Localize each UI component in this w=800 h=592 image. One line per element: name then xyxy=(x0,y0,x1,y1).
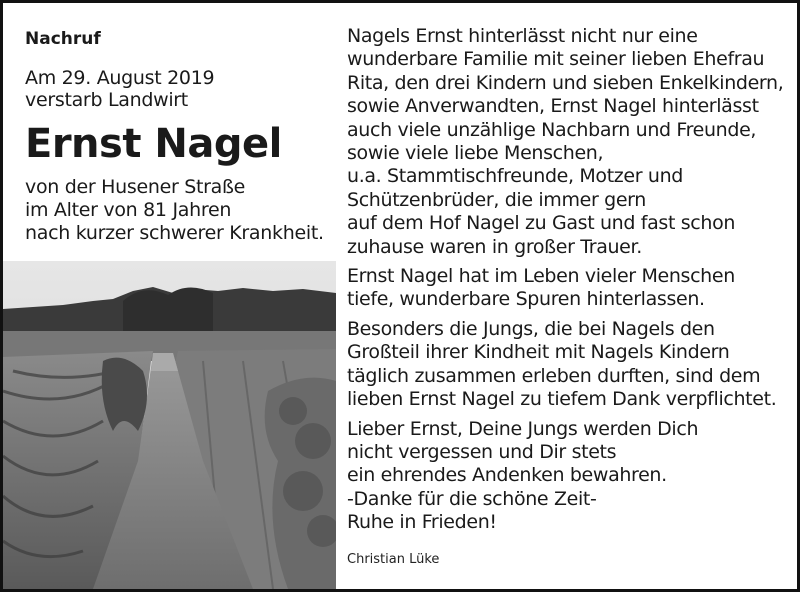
left-column xyxy=(3,3,336,589)
text-line: tiefe, wunderbare Spuren hinterlassen. xyxy=(347,288,705,311)
notice-heading: Nachruf xyxy=(25,29,101,49)
tribute-paragraph xyxy=(347,318,787,412)
detail-line: von der Husener Straße xyxy=(25,176,246,198)
text-line: täglich zusammen erleben durften, sind dem xyxy=(347,364,761,387)
deceased-details xyxy=(25,176,324,245)
text-line: wunderbare Familie mit seiner lieben Ehefrau xyxy=(347,48,765,71)
text-line: ein ehrendes Andenken bewahren. xyxy=(347,464,667,487)
tribute-paragraph xyxy=(347,418,787,535)
death-announcement xyxy=(25,67,214,111)
detail-line: im Alter von 81 Jahren xyxy=(25,199,232,221)
deceased-name: Ernst Nagel xyxy=(25,121,282,167)
text-line: Ernst Nagel hat im Leben vieler Menschen xyxy=(347,265,735,288)
text-line: Ruhe in Frieden! xyxy=(347,511,497,534)
text-line: zuhause waren in großer Trauer. xyxy=(347,235,642,258)
text-line: Rita, den drei Kindern und sieben Enkelkindern, xyxy=(347,71,784,94)
text-line: lieben Ernst Nagel zu tiefem Dank verpflichtet. xyxy=(347,388,777,411)
detail-line: nach kurzer schwerer Krankheit. xyxy=(25,222,324,244)
text-line: u.a. Stammtischfreunde, Motzer und xyxy=(347,165,684,188)
text-line: Schützenbrüder, die immer gern xyxy=(347,188,646,211)
text-line: nicht vergessen und Dir stets xyxy=(347,440,617,463)
tribute-paragraph xyxy=(347,265,787,312)
death-date: Am 29. August 2019 xyxy=(25,67,215,89)
text-line: -Danke für die schöne Zeit- xyxy=(347,487,597,510)
tribute-text xyxy=(347,25,787,541)
text-line: Großteil ihrer Kindheit mit Nagels Kindern xyxy=(347,341,730,364)
occupation-line: verstarb Landwirt xyxy=(25,89,188,111)
signature: Christian Lüke xyxy=(347,552,440,567)
landscape-photo xyxy=(3,261,336,589)
text-line: auf dem Hof Nagel zu Gast und fast schon xyxy=(347,212,736,235)
text-line: sowie Anverwandten, Ernst Nagel hinterlässt xyxy=(347,95,759,118)
text-line: auch viele unzählige Nachbarn und Freunde, xyxy=(347,118,757,141)
text-line: sowie viele liebe Menschen, xyxy=(347,142,604,165)
tribute-paragraph xyxy=(347,25,787,259)
text-line: Lieber Ernst, Deine Jungs werden Dich xyxy=(347,417,699,440)
text-line: Besonders die Jungs, die bei Nagels den xyxy=(347,317,715,340)
text-line: Nagels Ernst hinterlässt nicht nur eine xyxy=(347,25,698,47)
